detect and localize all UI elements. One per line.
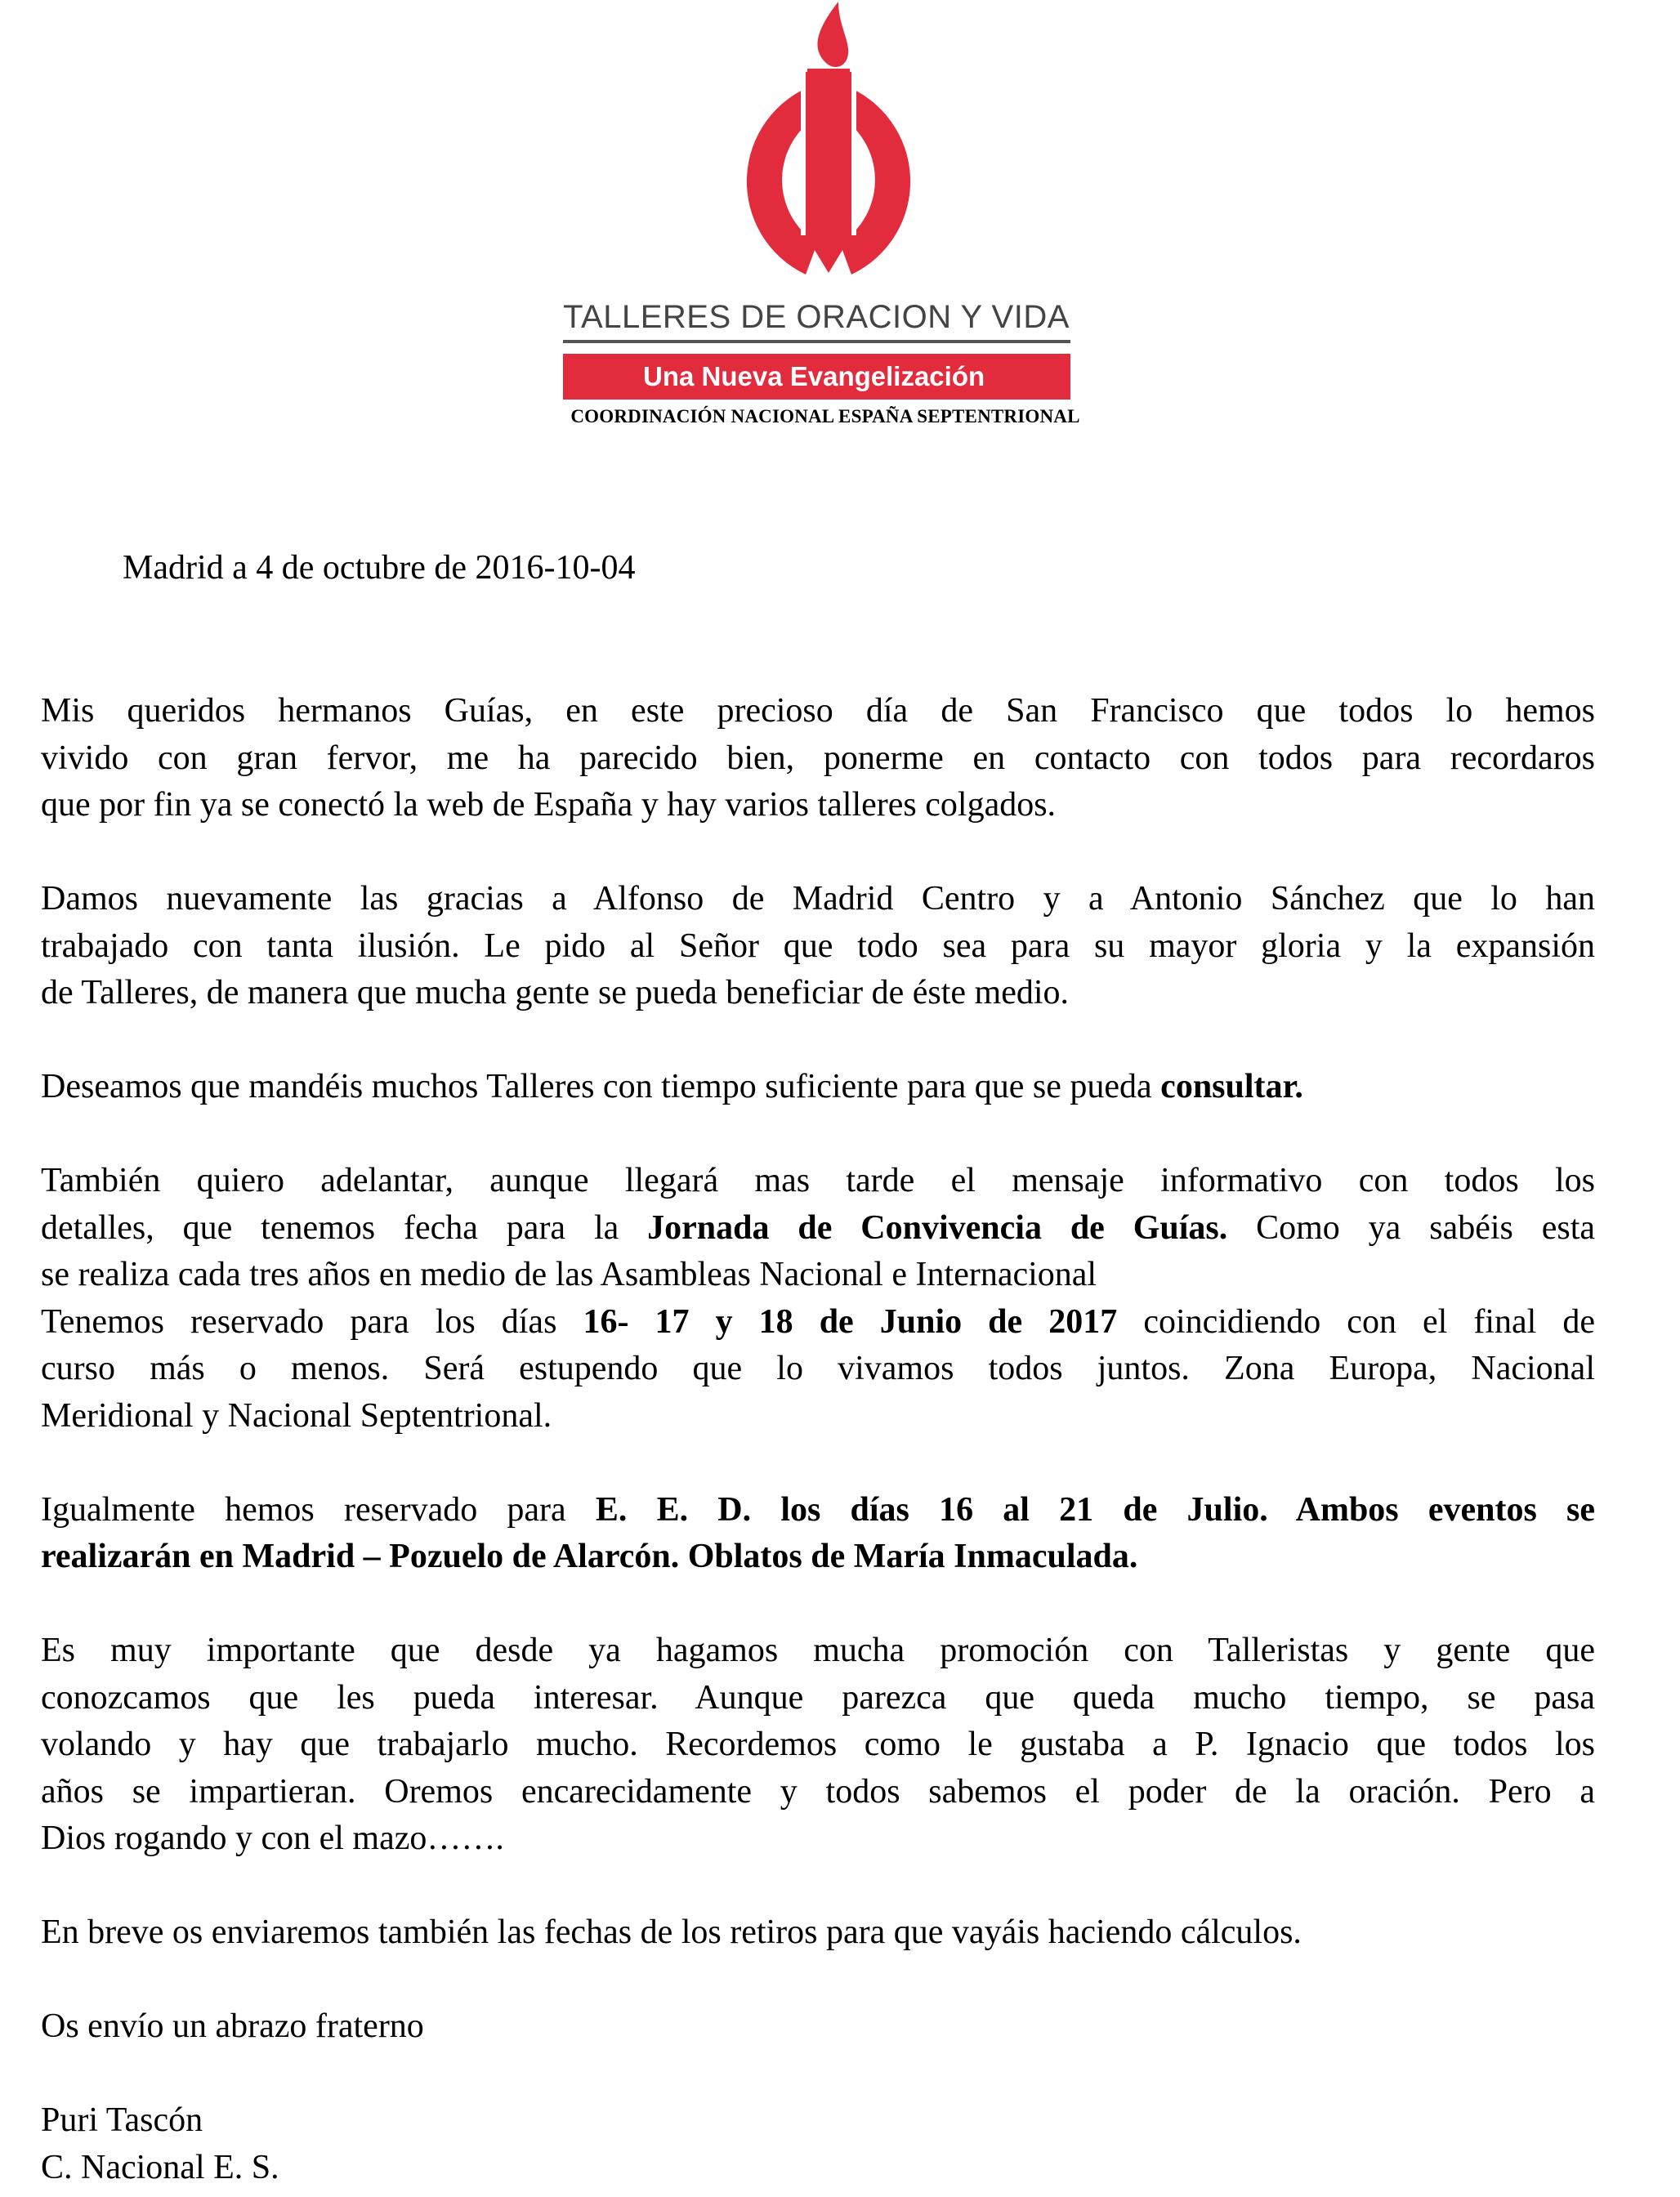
paragraph-1 bbox=[41, 688, 1595, 829]
text-span: Tenemos reservado para los días bbox=[41, 1302, 557, 1341]
text-line: Es muy importante que desde ya hagamos mucha promoción con Talleristas y gente que bbox=[41, 1632, 1595, 1669]
bold-text: 16- 17 y 18 de Junio de 2017 bbox=[583, 1302, 1118, 1341]
tagline-banner bbox=[563, 354, 1070, 400]
text-line bbox=[41, 1534, 1595, 1581]
text-span: detalles, que tenemos fecha para la bbox=[41, 1208, 619, 1247]
paragraph-7 bbox=[41, 1628, 1595, 1863]
bold-text: Jornada de Convivencia de Guías. bbox=[647, 1208, 1228, 1247]
org-name-underline bbox=[563, 340, 1070, 343]
text-line: que por fin ya se conectó la web de España y hay varios talleres colgados. bbox=[41, 786, 1057, 824]
coordination-subtitle: COORDINACIÓN NACIONAL ESPAÑA SEPTENTRIONAL bbox=[570, 406, 1080, 426]
closing-line bbox=[41, 2003, 1595, 2051]
signature-role: C. Nacional E. S. bbox=[41, 2148, 279, 2186]
text-line: En breve os enviaremos también las fechas de los retiros para que vayáis haciendo cálculos. bbox=[41, 1913, 1302, 1951]
paragraph-3 bbox=[41, 1064, 1595, 1111]
text-span: Como ya sabéis esta bbox=[1256, 1208, 1596, 1247]
text-line: volando y hay que trabajarlo mucho. Recordemos como le gustaba a P. Ignacio que todos los bbox=[41, 1726, 1595, 1763]
bold-text: consultar. bbox=[1160, 1068, 1303, 1105]
text-line: curso más o menos. Será estupendo que lo vivamos todos juntos. Zona Europa, Nacional bbox=[41, 1350, 1595, 1387]
text-line bbox=[41, 1205, 1595, 1253]
text-line: de Talleres, de manera que mucha gente se pueda beneficiar de éste medio. bbox=[41, 974, 1070, 1011]
letter-date: Madrid a 4 de octubre de 2016-10-04 bbox=[123, 549, 636, 587]
signature-name: Puri Tascón bbox=[41, 2101, 203, 2139]
text-span: Igualmente hemos reservado para bbox=[41, 1490, 566, 1529]
letter-body bbox=[41, 688, 1595, 2191]
tagline-text: Una Nueva Evangelización bbox=[643, 361, 985, 391]
text-line: Dios rogando y con el mazo……. bbox=[41, 1820, 504, 1857]
text-line: Damos nuevamente las gracias a Alfonso de Madrid Centro y a Antonio Sánchez que lo han bbox=[41, 880, 1595, 918]
text-line bbox=[41, 1299, 1595, 1346]
paragraph-8 bbox=[41, 1909, 1595, 1957]
bold-text: realizarán en Madrid – Pozuelo de Alarcón. Oblatos de María Inmaculada. bbox=[41, 1538, 1138, 1575]
letterhead bbox=[0, 0, 1680, 425]
paragraph-5 bbox=[41, 1299, 1595, 1440]
text-line: se realiza cada tres años en medio de las Asambleas Nacional e Internacional bbox=[41, 1256, 1097, 1293]
text-line: trabajado con tanta ilusión. Le pido al Señor que todo sea para su mayor gloria y la expansión bbox=[41, 927, 1595, 965]
text-line: años se impartieran. Oremos encarecidamente y todos sabemos el poder de la oración. Pero a bbox=[41, 1772, 1595, 1811]
organization-name: TALLERES DE ORACION Y VIDA bbox=[563, 299, 1070, 335]
text-span: Deseamos que mandéis muchos Talleres con tiempo suficiente para que se pueda bbox=[41, 1068, 1152, 1105]
text-line: Mis queridos hermanos Guías, en este precioso día de San Francisco que todos lo hemos bbox=[41, 692, 1595, 730]
text-line: conozcamos que les pueda interesar. Aunque parezca que queda mucho tiempo, se pasa bbox=[41, 1678, 1595, 1717]
candle-emblem-logo bbox=[716, 0, 941, 278]
text-line bbox=[41, 1487, 1595, 1534]
text-line bbox=[41, 1064, 1595, 1111]
text-line: Os envío un abrazo fraterno bbox=[41, 2007, 424, 2045]
text-line: vivido con gran fervor, me ha parecido bien, ponerme en contacto con todos para recordaros bbox=[41, 739, 1595, 777]
paragraph-4 bbox=[41, 1158, 1595, 1299]
text-span: coincidiendo con el final de bbox=[1143, 1302, 1596, 1341]
bold-text: E. E. D. los días 16 al 21 de Julio. Ambos eventos se bbox=[595, 1490, 1595, 1529]
paragraph-2 bbox=[41, 876, 1595, 1017]
paragraph-6 bbox=[41, 1487, 1595, 1581]
text-line: Meridional y Nacional Septentrional. bbox=[41, 1396, 552, 1435]
text-line: También quiero adelantar, aunque llegará mas tarde el mensaje informativo con todos los bbox=[41, 1162, 1595, 1199]
